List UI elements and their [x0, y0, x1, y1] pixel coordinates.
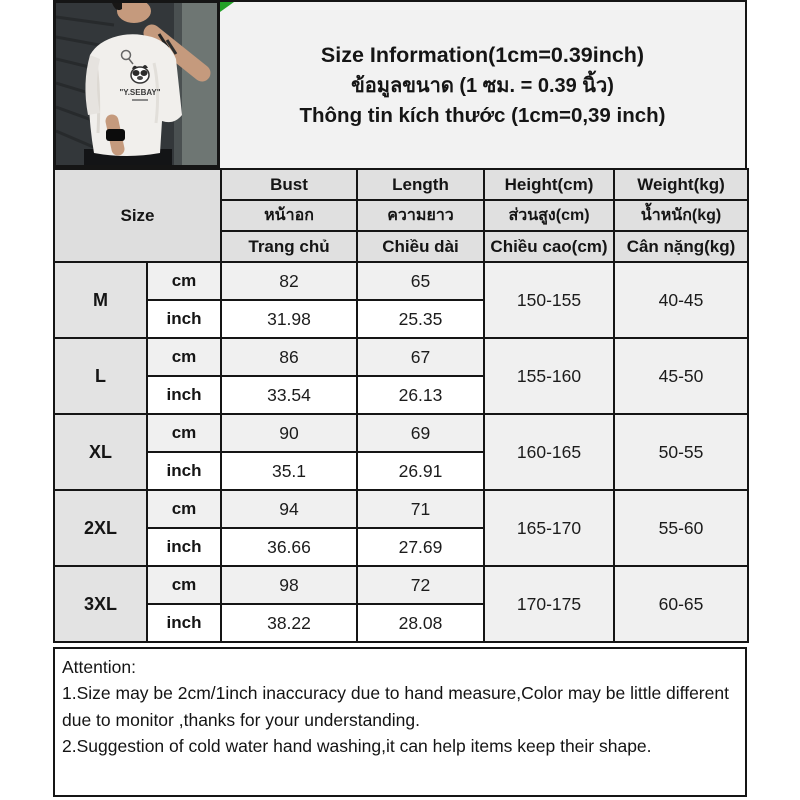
height-value: 165-170: [484, 490, 614, 566]
attention-item: 2.Suggestion of cold water hand washing,it can help items keep their shape.: [62, 735, 652, 756]
unit-inch-label: inch: [147, 300, 221, 338]
length-inch-value: 25.35: [357, 300, 484, 338]
size-label: M: [54, 262, 147, 338]
table-row: [54, 262, 748, 300]
bust-cm-value: 82: [221, 262, 357, 300]
length-cm-value: 71: [357, 490, 484, 528]
size-header-cell: Size: [54, 169, 221, 262]
weight-value: 55-60: [614, 490, 748, 566]
length-inch-value: 28.08: [357, 604, 484, 642]
bust-cm-value: 90: [221, 414, 357, 452]
col-bust-en: Bust: [221, 169, 357, 200]
bust-inch-value: 38.22: [221, 604, 357, 642]
col-length-en: Length: [357, 169, 484, 200]
col-height-en: Height(cm): [484, 169, 614, 200]
col-height-th: ส่วนสูง(cm): [484, 200, 614, 231]
height-value: 170-175: [484, 566, 614, 642]
unit-cm-label: cm: [147, 262, 221, 300]
attention-item: 1.Size may be 2cm/1inch inaccuracy due to hand measure,Color may be little different due to monitor ,thanks for your understanding.: [62, 683, 729, 730]
title-vietnamese: Thông tin kích thước (1cm=0,39 inch): [299, 103, 666, 127]
unit-inch-label: inch: [147, 528, 221, 566]
bust-cm-value: 94: [221, 490, 357, 528]
col-weight-th: น้ำหนัก(kg): [614, 200, 748, 231]
weight-value: 50-55: [614, 414, 748, 490]
size-table-header: [54, 169, 748, 262]
weight-value: 45-50: [614, 338, 748, 414]
length-inch-value: 26.91: [357, 452, 484, 490]
product-photo-illustration: [56, 3, 217, 165]
unit-cm-label: cm: [147, 338, 221, 376]
col-weight-vi: Cân nặng(kg): [614, 231, 748, 262]
col-weight-en: Weight(kg): [614, 169, 748, 200]
top-section: [53, 0, 747, 168]
col-length-vi: Chiều dài: [357, 231, 484, 262]
height-value: 155-160: [484, 338, 614, 414]
bust-inch-value: 31.98: [221, 300, 357, 338]
length-inch-value: 26.13: [357, 376, 484, 414]
col-length-th: ความยาว: [357, 200, 484, 231]
size-table: [53, 168, 749, 643]
title-english: Size Information(1cm=0.39inch): [320, 42, 645, 67]
size-label: 2XL: [54, 490, 147, 566]
bust-inch-value: 33.54: [221, 376, 357, 414]
unit-inch-label: inch: [147, 452, 221, 490]
title-thai: ข้อมูลขนาด (1 ซม. = 0.39 นิ้ว): [351, 74, 614, 97]
length-inch-value: 27.69: [357, 528, 484, 566]
bust-inch-value: 35.1: [221, 452, 357, 490]
table-row: [54, 490, 748, 528]
unit-inch-label: inch: [147, 376, 221, 414]
col-bust-th: หน้าอก: [221, 200, 357, 231]
weight-value: 60-65: [614, 566, 748, 642]
table-row: [54, 338, 748, 376]
size-label: 3XL: [54, 566, 147, 642]
bust-inch-value: 36.66: [221, 528, 357, 566]
length-cm-value: 65: [357, 262, 484, 300]
title-box: [220, 0, 747, 168]
attention-notes: [53, 647, 747, 797]
bust-cm-value: 86: [221, 338, 357, 376]
height-value: 150-155: [484, 262, 614, 338]
green-corner-icon: [220, 2, 234, 12]
col-bust-vi: Trang chủ: [221, 231, 357, 262]
unit-cm-label: cm: [147, 414, 221, 452]
unit-inch-label: inch: [147, 604, 221, 642]
unit-cm-label: cm: [147, 490, 221, 528]
length-cm-value: 69: [357, 414, 484, 452]
table-row: [54, 566, 748, 604]
product-photo: [53, 0, 220, 168]
unit-cm-label: cm: [147, 566, 221, 604]
bust-cm-value: 98: [221, 566, 357, 604]
size-label: XL: [54, 414, 147, 490]
content-area: [53, 0, 747, 797]
height-value: 160-165: [484, 414, 614, 490]
table-row: [54, 414, 748, 452]
length-cm-value: 72: [357, 566, 484, 604]
attention-heading: Attention:: [62, 657, 136, 677]
weight-value: 40-45: [614, 262, 748, 338]
size-label: L: [54, 338, 147, 414]
shirt-print-text: "Y.SEBAY": [119, 88, 161, 97]
col-height-vi: Chiều cao(cm): [484, 231, 614, 262]
length-cm-value: 67: [357, 338, 484, 376]
